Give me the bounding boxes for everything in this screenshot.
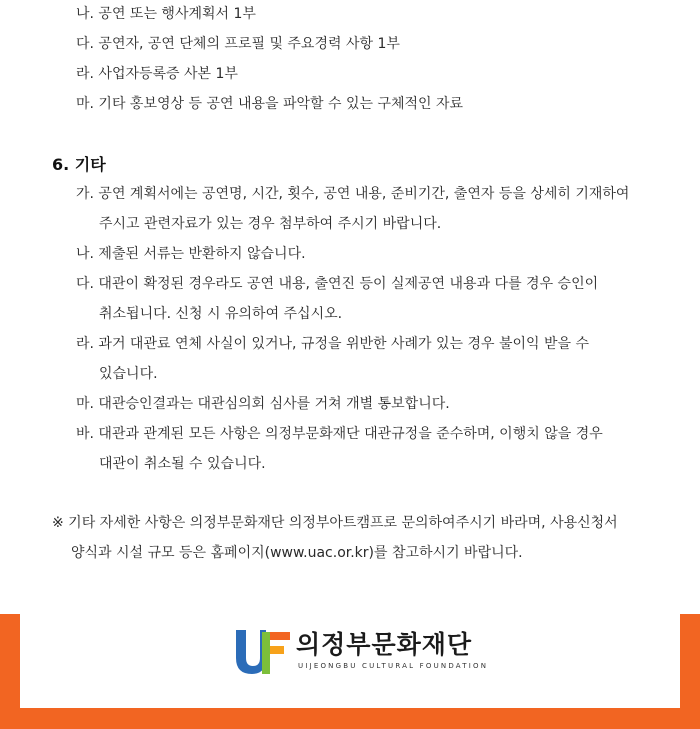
list-item: 마. 대관승인결과는 대관심의회 심사를 거쳐 개별 통보합니다. (76, 396, 450, 412)
list-item: 라. 과거 대관료 연체 사실이 있거나, 규정을 위반한 사례가 있는 경우 불이익 받을 수 (76, 336, 590, 352)
list-item: 나. 공연 또는 행사계획서 1부 (76, 6, 256, 22)
list-item: 다. 대관이 확정된 경우라도 공연 내용, 출연진 등이 실제공연 내용과 다를 경우 승인이 (76, 276, 599, 292)
section-heading: 6. 기타 (52, 155, 106, 174)
list-item-continuation: 취소됩니다. 신청 시 유의하여 주십시오. (99, 306, 343, 322)
logo-subtitle: UIJEONGBU CULTURAL FOUNDATION (298, 662, 489, 670)
list-item-continuation: 대관이 취소될 수 있습니다. (99, 456, 266, 472)
note-line: ※ 기타 자세한 사항은 의정부문화재단 의정부아트캠프로 문의하여주시기 바라며, 사용신청서 (52, 515, 618, 531)
list-item: 다. 공연자, 공연 단체의 프로필 및 주요경력 사항 1부 (76, 36, 400, 52)
list-item: 가. 공연 계획서에는 공연명, 시간, 횟수, 공연 내용, 준비기간, 출연자 등을 상세히 기재하여 (76, 186, 630, 202)
foundation-logo[interactable] (236, 628, 489, 678)
list-item: 마. 기타 홍보영상 등 공연 내용을 파악할 수 있는 구체적인 자료 (76, 96, 464, 112)
list-item: 바. 대관과 관계된 모든 사항은 의정부문화재단 대관규정을 준수하며, 이행치 않을 경우 (76, 426, 603, 442)
list-item: 라. 사업자등록증 사본 1부 (76, 66, 238, 82)
list-item: 나. 제출된 서류는 반환하지 않습니다. (76, 246, 306, 262)
note-line: 양식과 시설 규모 등은 홈페이지(www.uac.or.kr)를 참고하시기 바랍니다. (71, 545, 523, 561)
list-item-continuation: 있습니다. (99, 366, 158, 382)
list-item-continuation: 주시고 관련자료가 있는 경우 첨부하여 주시기 바랍니다. (99, 216, 442, 232)
logo-wordmark: 의정부문화재단 (296, 630, 473, 659)
logo-mark-icon (236, 630, 294, 676)
